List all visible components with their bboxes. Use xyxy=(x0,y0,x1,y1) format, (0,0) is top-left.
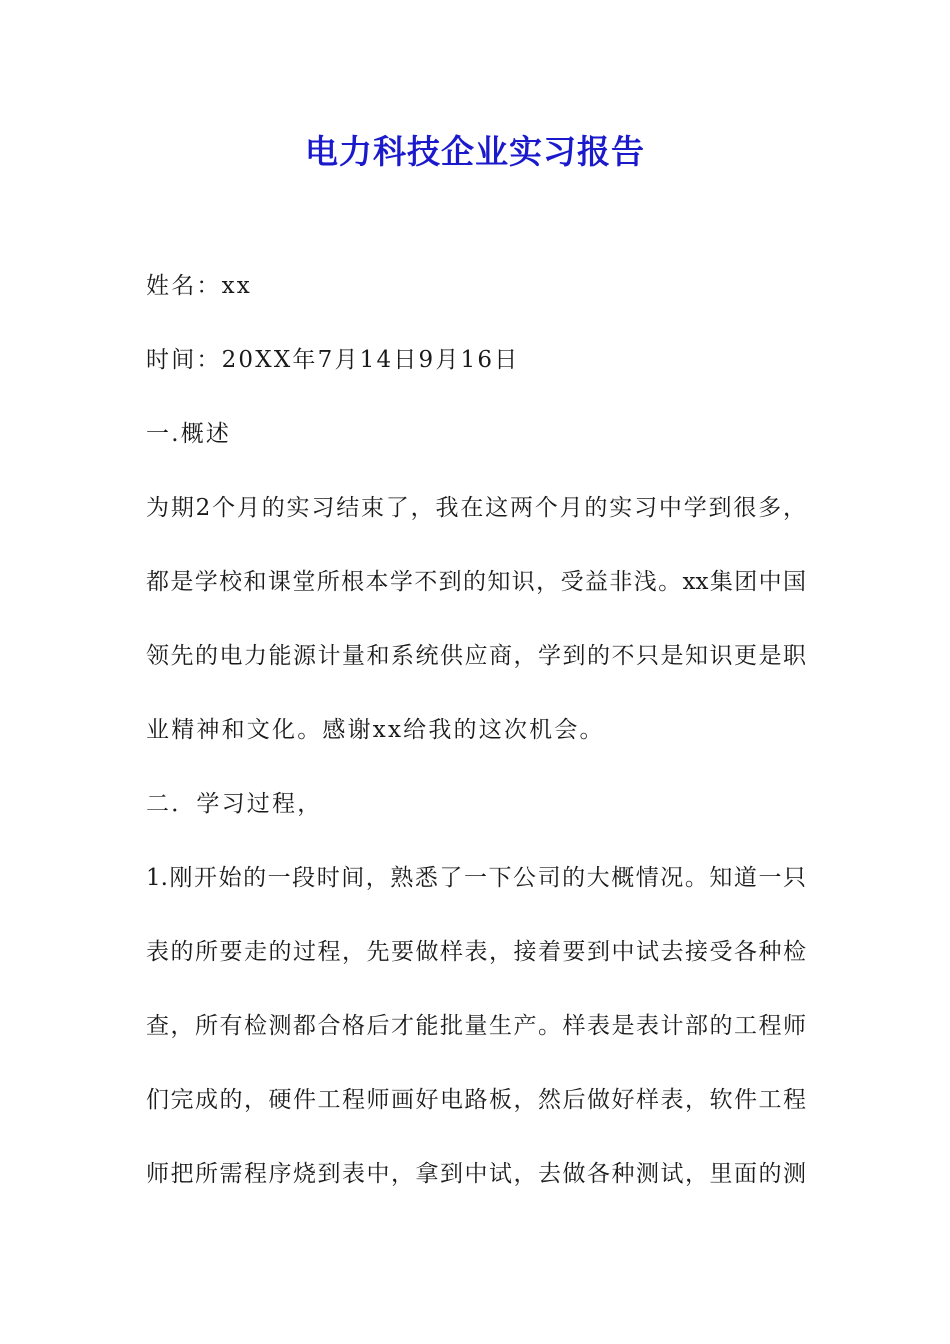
section-heading-process: 二．学习过程， xyxy=(146,791,323,817)
document-title: 电力科技企业实习报告 xyxy=(305,132,645,171)
paragraph-line: 领先的电力能源计量和系统供应商，学到的不只是知识更是职 xyxy=(146,643,806,669)
paragraph-line: 师把所需程序烧到表中，拿到中试，去做各种测试，里面的测 xyxy=(146,1161,806,1187)
paragraph-line: 1.刚开始的一段时间，熟悉了一下公司的大概情况。知道一只 xyxy=(146,865,806,891)
section-heading-overview: 一.概述 xyxy=(146,421,232,447)
paragraph-line: 都是学校和课堂所根本学不到的知识，受益非浅。xx集团中国 xyxy=(146,569,806,595)
paragraph-line: 表的所要走的过程，先要做样表，接着要到中试去接受各种检 xyxy=(146,939,806,965)
paragraph-line: 们完成的，硬件工程师画好电路板，然后做好样表，软件工程 xyxy=(146,1087,806,1113)
date-line: 时间：20XX年7月14日9月16日 xyxy=(146,347,520,373)
name-line: 姓名：xx xyxy=(146,273,252,299)
paragraph-line: 业精神和文化。感谢xx给我的这次机会。 xyxy=(146,717,605,743)
paragraph-line: 查，所有检测都合格后才能批量生产。样表是表计部的工程师 xyxy=(146,1013,806,1039)
paragraph-line: 为期2个月的实习结束了，我在这两个月的实习中学到很多， xyxy=(146,495,806,521)
